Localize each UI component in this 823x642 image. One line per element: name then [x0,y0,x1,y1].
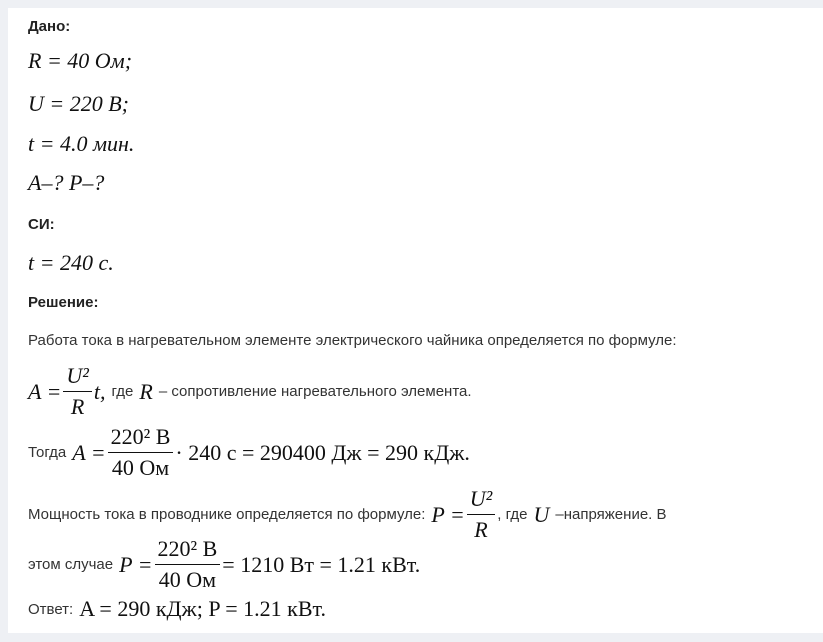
power-calc-lhs: P = [119,551,153,577]
work-formula [28,363,472,420]
voltage-symbol: U [533,501,550,527]
where-text: , где [497,506,528,523]
power-calculation [28,536,420,593]
power-intro-text: Мощность тока в проводнике определяется по формуле: [28,506,426,523]
answer-label: Ответ: [28,600,74,618]
si-time: t = 240 с. [28,250,114,275]
work-formula-fraction [63,363,91,420]
power-formula-fraction [467,486,495,543]
solution-paragraph-work: Работа тока в нагревательном элементе электрического чайника определяется по формуле: [28,332,677,349]
solution-card [8,8,823,633]
power-calc-fraction [155,536,221,593]
fraction-numerator: U² [63,363,91,392]
resistance-symbol: R [139,378,153,404]
power-paragraph [28,486,667,543]
answer-value: A = 290 кДж; P = 1.21 кВт. [79,596,326,621]
fraction-denominator: R [474,517,488,542]
where-text: где [111,383,134,400]
given-heading: Дано: [28,18,71,35]
fraction-numerator: 220² В [155,536,221,565]
given-unknowns: A–? P–? [28,170,105,195]
fraction-numerator: U² [467,486,495,515]
work-calc-lhs: A = [72,439,106,465]
answer-line [28,596,326,622]
then-text: Тогда [28,444,67,461]
resistance-description: – сопротивление нагревательного элемента. [158,383,472,400]
work-formula-time: t, [93,378,106,404]
work-calc-result: · 240 с = 290400 Дж = 290 кДж. [175,439,470,465]
in-this-case-text: этом случае [28,556,114,573]
fraction-denominator: R [70,394,85,419]
work-calculation [28,424,470,481]
power-calc-result: = 1210 Вт = 1.21 кВт. [222,551,421,577]
power-formula-lhs: P = [431,501,465,527]
si-heading: СИ: [28,216,55,233]
given-voltage: U = 220 В; [28,91,129,116]
work-formula-lhs: A = [28,378,62,404]
voltage-description: –напряжение. В [555,506,667,523]
given-time: t = 4.0 мин. [28,131,135,156]
fraction-denominator: 40 Ом [111,455,170,480]
solution-heading: Решение: [28,294,99,311]
work-calc-fraction [108,424,174,481]
given-resistance: R = 40 Ом; [28,48,133,73]
fraction-numerator: 220² В [108,424,174,453]
fraction-denominator: 40 Ом [158,567,217,592]
